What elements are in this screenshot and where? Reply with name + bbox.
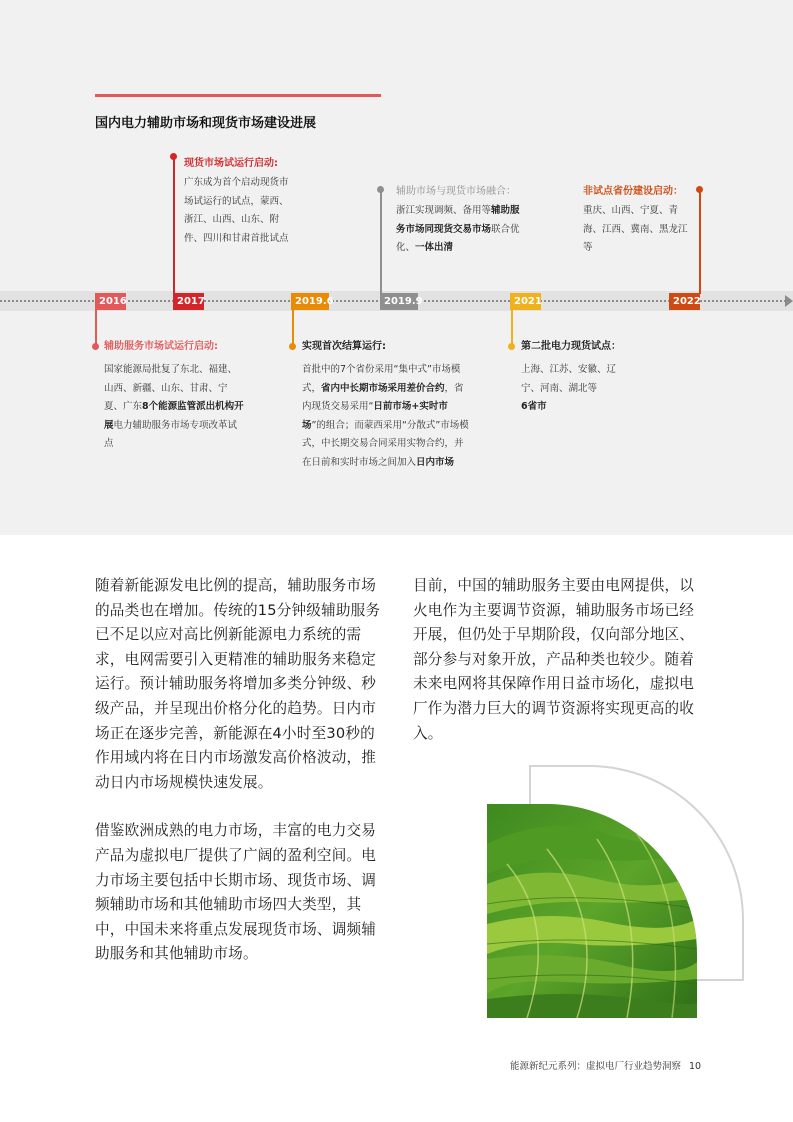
event-2016-body: 国家能源局批复了东北、福建、山西、新疆、山东、甘肃、宁夏、广东8个能源监管派出机构开展电力辅助服务市场专项改革试点 <box>104 364 244 449</box>
event-2019-9 <box>396 184 526 258</box>
footer-series: 能源新纪元系列：虚拟电厂行业趋势洞察 <box>510 1061 682 1072</box>
dot-2019-9 <box>377 186 384 193</box>
event-2019-6-body: 首批中的7个省份采用“集中式”市场模式，省内中长期市场采用差价合约，省内现货交易采用“日前市场+实时市场”的组合；而蒙西采用“分散式”市场模式，中长期交易合同采用实物合约，并在日前和实时市场之间加入日内市场 <box>302 364 469 468</box>
event-2021-title: 第二批电力现货试点： <box>521 341 621 352</box>
connector-2019-6 <box>292 310 294 346</box>
connector-2022 <box>699 190 701 294</box>
event-2019-6-title: 实现首次结算运行: <box>302 341 386 352</box>
dot-2022 <box>696 186 703 193</box>
title-rule <box>95 94 381 97</box>
event-2019-9-body: 浙江实现调频、备用等辅助服务市场同现货交易市场联合优化、一体出清 <box>396 205 520 253</box>
paragraph-2: 借鉴欧洲成熟的电力市场，丰富的电力交易产品为虚拟电厂提供了广阔的盈利空间。电力市场主要包括中长期市场、现货市场、调频辅助市场和其他辅助市场四大类型，其中，中国未来将重点发展现货市场、调频辅助服务和其他辅助市场。 <box>95 822 377 963</box>
year-badge-2022: 2022 <box>669 293 700 310</box>
timeline-arrow-icon <box>785 295 793 307</box>
dot-2021 <box>508 343 515 350</box>
event-2019-9-title: 辅助市场与现货市场融合： <box>396 186 516 197</box>
connector-2019-9 <box>380 190 382 294</box>
event-2021-body: 上海、江苏、安徽、辽宁、河南、湖北等 6省市 <box>521 364 617 412</box>
year-badge-2016: 2016 <box>95 293 126 310</box>
event-2022-title: 非试点省份建设启动： <box>583 186 683 197</box>
connector-2016 <box>95 310 97 346</box>
event-2022 <box>583 184 691 258</box>
dot-2016 <box>92 343 99 350</box>
event-2016-title: 辅助服务市场试运行启动: <box>104 341 218 352</box>
paragraph-3: 目前，中国的辅助服务主要由电网提供，以火电作为主要调节资源，辅助服务市场已经开展，但仍处于早期阶段，仅向部分地区、部分参与对象开放，产品种类也较少。随着未来电网将其保障作用日益市场化，虚拟电厂作为潜力巨大的调节资源将实现更高的收入。 <box>413 577 695 742</box>
year-badge-2017: 2017 <box>173 293 204 310</box>
paragraph-1: 随着新能源发电比例的提高，辅助服务市场的品类也在增加。传统的15分钟级辅助服务已不足以应对高比例新能源电力系统的需求，电网需要引入更精准的辅助服务来稳定运行。预计辅助服务将增加多类分钟级、秒级产品，并呈现出价格分化的趋势。日内市场正在逐步完善，新能源在4小时至30秒的作用域内将在日内市场激发高价格波动，推动日内市场规模快速发展。 <box>95 577 381 791</box>
event-2019-6 <box>302 339 470 472</box>
event-2017-body: 广东成为首个启动现货市场试运行的试点，蒙西、浙江、山西、山东、附件、四川和甘肃首批试点 <box>184 177 289 244</box>
connector-2021 <box>511 310 513 346</box>
body-column-left <box>95 574 387 991</box>
year-badge-2019-9: 2019.9 <box>380 293 418 310</box>
body-column-right <box>413 574 705 770</box>
event-2022-body: 重庆、山西、宁夏、青海、江西、冀南、黑龙江等 <box>583 205 688 253</box>
dot-2019-6 <box>289 343 296 350</box>
event-2017-title: 现货市场试运行启动: <box>184 158 278 169</box>
event-2016 <box>104 339 244 454</box>
event-2017 <box>184 156 292 248</box>
event-2021 <box>521 339 631 417</box>
year-badge-2019-6: 2019.6 <box>291 293 329 310</box>
page-footer <box>510 1058 701 1072</box>
dot-2017 <box>170 153 177 160</box>
page-number: 10 <box>689 1061 702 1072</box>
connector-2017 <box>173 157 175 294</box>
section-title: 国内电力辅助市场和现货市场建设进展 <box>95 116 317 131</box>
year-badge-2021: 2021 <box>510 293 541 310</box>
